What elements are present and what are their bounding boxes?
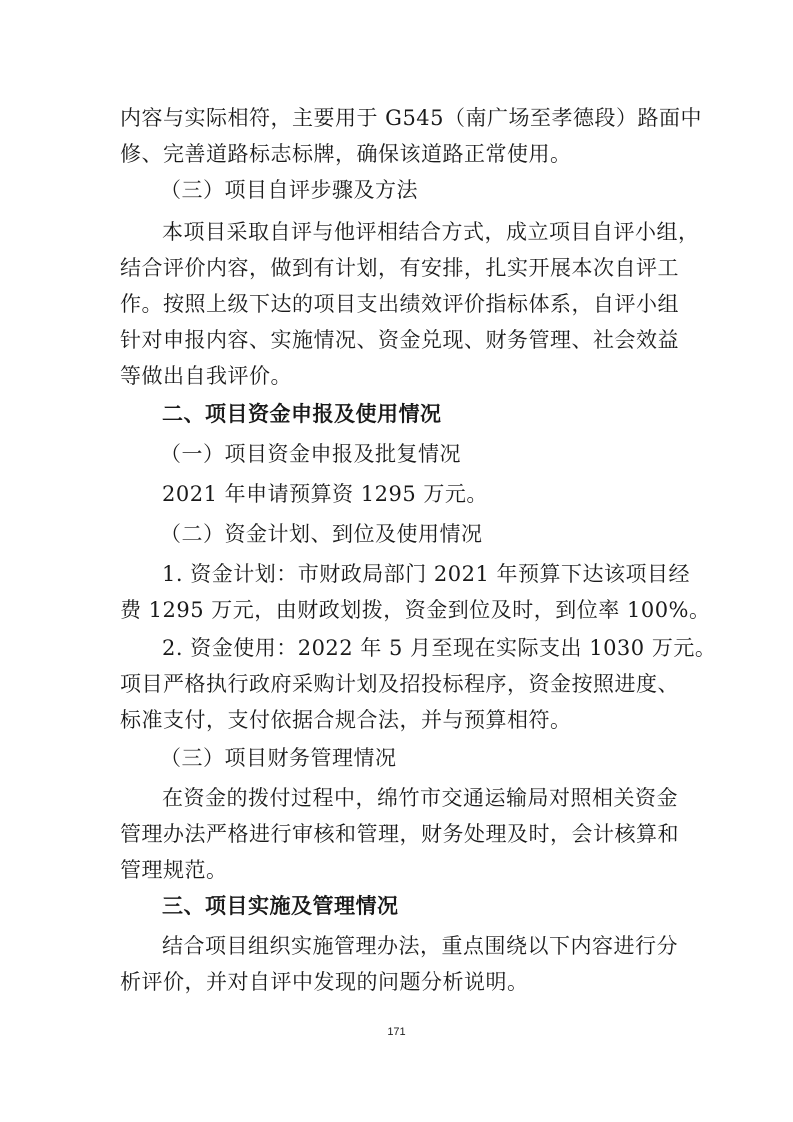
body-text-line: 2021 年申请预算资 1295 万元。 (162, 482, 488, 506)
body-text-line: 结合评价内容，做到有计划，有安排，扎实开展本次自评工 (120, 256, 679, 280)
body-text-line: 管理办法严格进行审核和管理，财务处理及时，会计核算和 (120, 822, 679, 846)
body-text-line: 费 1295 万元，由财政划拨，资金到位及时，到位率 100%。 (120, 598, 711, 622)
body-text-line: 1. 资金计划：市财政局部门 2021 年预算下达该项目经 (162, 562, 691, 586)
body-text-line: 在资金的拨付过程中，绵竹市交通运输局对照相关资金 (162, 786, 678, 810)
body-text-line: 修、完善道路标志标牌，确保该道路正常使用。 (120, 142, 572, 166)
section-heading: 三、项目实施及管理情况 (162, 894, 399, 918)
body-text-line: 析评价，并对自评中发现的问题分析说明。 (120, 970, 529, 994)
subsection-heading: （一）项目资金申报及批复情况 (160, 442, 461, 466)
subsection-heading: （三）项目自评步骤及方法 (160, 178, 418, 202)
body-text-line: 项目严格执行政府采购计划及招投标程序，资金按照进度、 (120, 672, 679, 696)
body-text-line: 作。按照上级下达的项目支出绩效评价指标体系，自评小组 (120, 292, 679, 316)
body-text-line: 针对申报内容、实施情况、资金兑现、财务管理、社会效益 (120, 328, 679, 352)
body-text-line: 2. 资金使用：2022 年 5 月至现在实际支出 1030 万元。 (162, 636, 717, 660)
body-text-line: 管理规范。 (120, 858, 228, 882)
page-number: 171 (387, 1026, 406, 1038)
body-text-line: 等做出自我评价。 (120, 364, 292, 388)
section-heading: 二、项目资金申报及使用情况 (162, 402, 442, 426)
subsection-heading: （三）项目财务管理情况 (160, 746, 397, 770)
subsection-heading: （二）资金计划、到位及使用情况 (160, 522, 483, 546)
body-text-line: 结合项目组织实施管理办法，重点围绕以下内容进行分 (162, 934, 678, 958)
body-text-line: 内容与实际相符，主要用于 G545（南广场至孝德段）路面中 (120, 106, 703, 130)
body-text-line: 标准支付，支付依据合规合法，并与预算相符。 (120, 708, 572, 732)
body-text-line: 本项目采取自评与他评相结合方式，成立项目自评小组， (162, 220, 700, 244)
